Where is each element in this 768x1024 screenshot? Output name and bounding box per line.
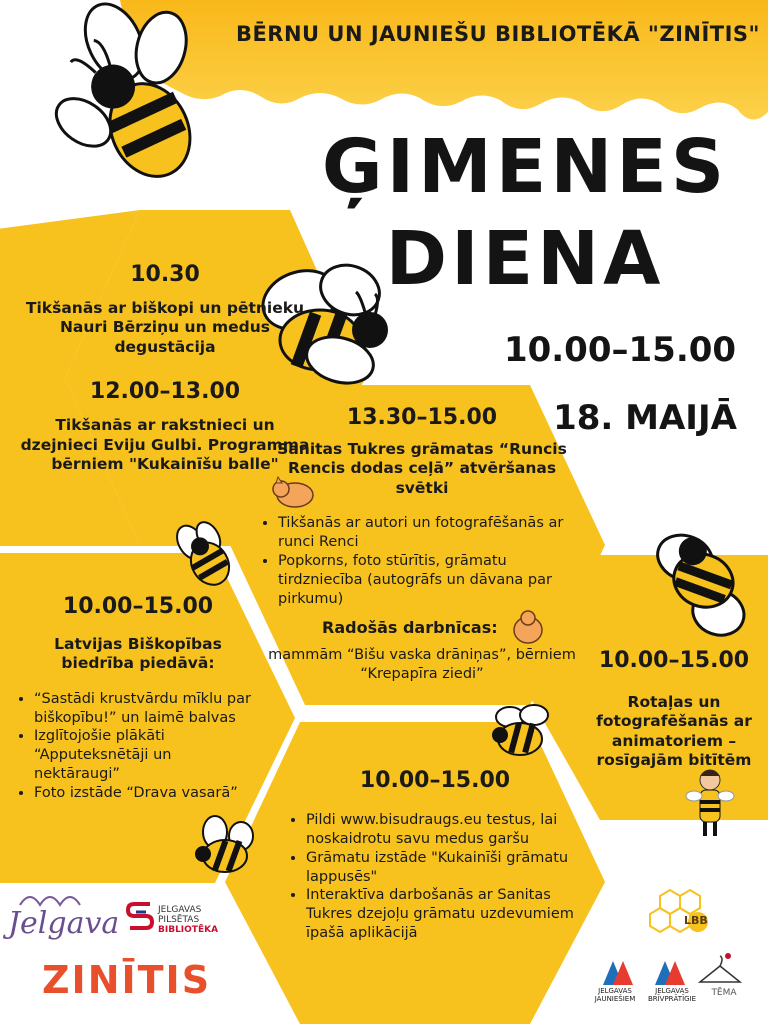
tema-hanger-icon bbox=[700, 953, 740, 982]
jelgava-brivpratigie-text: JELGAVAS BRĪVPRĀTĪGIE bbox=[647, 987, 697, 1003]
animators-text: Rotaļas un fotografēšanās ar animatoriem – rosīgajām bitītēm bbox=[596, 693, 752, 770]
time-label: 12.00–13.00 bbox=[89, 379, 241, 405]
beekeeping-list bbox=[18, 690, 258, 803]
jelgava-swirl-logo bbox=[20, 897, 80, 905]
honey-drip bbox=[120, 0, 768, 120]
hex-bottom-content bbox=[290, 768, 580, 943]
list-item: • Izglītojošie plākāti “Apputeksnētāji un nektāraugi” bbox=[34, 727, 258, 784]
activity-text: Tikšanās ar biškopi un pētnieku Nauri Bērziņu un medus degustācija bbox=[25, 299, 305, 356]
event-date: 18. MAIJĀ bbox=[553, 398, 737, 438]
event-title-line1: ĢIMENES bbox=[321, 124, 729, 210]
hex-mid-left-content bbox=[18, 594, 258, 803]
workshops-title: Radošās darbnīcas: bbox=[322, 618, 498, 638]
venue-title: BĒRNU UN JAUNIEŠU BIBLIOTĒKĀ "ZINĪTIS" bbox=[235, 22, 760, 46]
tema-text: TĒMA bbox=[711, 988, 737, 998]
list-item: • Interaktīva darbošanās ar Sanitas Tukres dzejoļu grāmatu uzdevumiem īpašā aplikācijā bbox=[306, 886, 580, 943]
beekeeping-title: Latvijas Biškopības biedrība piedāvā: bbox=[54, 635, 222, 673]
list-item: • Popkorns, foto stūrītis, grāmatu tirdzniecība (autogrāfs un dāvana par pirkumu) bbox=[278, 552, 582, 609]
jelgava-logo: Jelgava bbox=[8, 906, 120, 941]
list-item: • Pildi www.bisudraugs.eu testus, lai noskaidrotu savu medus garšu bbox=[306, 811, 580, 849]
workshops-text: mammām “Bišu vaska drāniņas”, bērniem “Krepapīra ziedi” bbox=[268, 647, 576, 683]
bottom-activities-list bbox=[290, 811, 580, 943]
event-title-line2: DIENA bbox=[385, 216, 665, 302]
list-item: • Grāmatu izstāde "Kukainīši grāmatu lappusēs" bbox=[306, 849, 580, 887]
book-launch-title: Sanitas Tukres grāmatas “Runcis Rencis dodas ceļā” atvēršanas svētki bbox=[277, 440, 567, 497]
event-time: 10.00–15.00 bbox=[503, 330, 737, 370]
library-logo: JELGAVAS PILSĒTAS BIBLIOTĒKA bbox=[158, 905, 219, 935]
book-launch-list bbox=[262, 514, 582, 608]
hex-center-content bbox=[262, 405, 582, 684]
jelgava-jauniesiem-text: JELGAVAS JAUNIEŠIEM bbox=[594, 987, 636, 1003]
jelgava-brivpratigie-logo bbox=[655, 961, 685, 985]
lbb-logo-text: LBB bbox=[684, 914, 708, 927]
list-item: • Tikšanās ar autori un fotografēšanās ar runci Renci bbox=[278, 514, 582, 552]
time-label: 10.00–15.00 bbox=[359, 768, 511, 793]
time-label: 10.00–15.00 bbox=[598, 648, 750, 673]
hex-right-content bbox=[580, 648, 768, 771]
activity-text: Tikšanās ar rakstnieci un dzejnieci Eviju Gulbi. Programma bērniem "Kukainīšu balle" bbox=[20, 416, 310, 473]
time-label: 10.30 bbox=[130, 262, 200, 287]
list-item: • Foto izstāde “Drava vasarā” bbox=[34, 784, 258, 803]
library-s-icon bbox=[128, 904, 152, 928]
list-item: • “Sastādi krustvārdu mīklu par biškopību!” un laimē balvas bbox=[34, 690, 258, 728]
jelgava-jauniesiem-logo bbox=[603, 961, 633, 985]
time-label: 13.30–15.00 bbox=[346, 405, 498, 430]
zinitis-logo: ZINĪTIS bbox=[42, 958, 212, 1002]
bee-small-right-icon bbox=[492, 705, 548, 755]
time-label: 10.00–15.00 bbox=[62, 594, 214, 619]
